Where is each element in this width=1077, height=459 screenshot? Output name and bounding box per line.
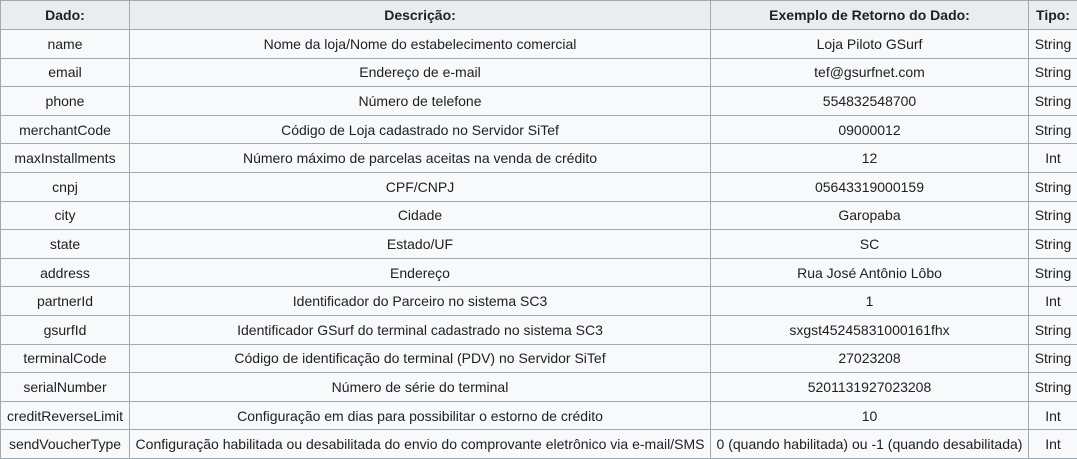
cell-descricao: Endereço	[130, 258, 711, 287]
cell-dado: merchantCode	[1, 115, 130, 144]
table-body	[1, 30, 1077, 459]
cell-dado: gsurfId	[1, 315, 130, 344]
table-row	[1, 30, 1077, 59]
cell-dado: terminalCode	[1, 344, 130, 373]
table-row	[1, 115, 1077, 144]
cell-tipo: String	[1029, 201, 1077, 230]
cell-descricao: Configuração habilitada ou desabilitada do envio do comprovante eletrônico via e-mail/SMS	[130, 430, 711, 459]
cell-tipo: String	[1029, 258, 1077, 287]
cell-dado: email	[1, 58, 130, 87]
cell-descricao: Configuração em dias para possibilitar o estorno de crédito	[130, 401, 711, 430]
cell-dado: phone	[1, 87, 130, 116]
table-row	[1, 58, 1077, 87]
cell-dado: city	[1, 201, 130, 230]
cell-tipo: String	[1029, 87, 1077, 116]
cell-tipo: String	[1029, 230, 1077, 259]
cell-descricao: Nome da loja/Nome do estabelecimento comercial	[130, 30, 711, 59]
table-row	[1, 87, 1077, 116]
header-tipo: Tipo:	[1029, 1, 1077, 30]
cell-tipo: String	[1029, 30, 1077, 59]
cell-tipo: Int	[1029, 287, 1077, 316]
table-row	[1, 315, 1077, 344]
cell-exemplo: 09000012	[711, 115, 1029, 144]
header-exemplo: Exemplo de Retorno do Dado:	[711, 1, 1029, 30]
cell-dado: maxInstallments	[1, 144, 130, 173]
cell-tipo: String	[1029, 373, 1077, 402]
cell-descricao: Estado/UF	[130, 230, 711, 259]
cell-exemplo: 554832548700	[711, 87, 1029, 116]
table-row	[1, 344, 1077, 373]
cell-dado: cnpj	[1, 172, 130, 201]
table-row	[1, 201, 1077, 230]
cell-exemplo: Garopaba	[711, 201, 1029, 230]
cell-descricao: Número máximo de parcelas aceitas na venda de crédito	[130, 144, 711, 173]
table-row	[1, 373, 1077, 402]
cell-dado: state	[1, 230, 130, 259]
cell-descricao: Número de série do terminal	[130, 373, 711, 402]
cell-dado: serialNumber	[1, 373, 130, 402]
cell-exemplo: 12	[711, 144, 1029, 173]
cell-exemplo: sxgst45245831000161fhx	[711, 315, 1029, 344]
cell-dado: name	[1, 30, 130, 59]
cell-tipo: String	[1029, 344, 1077, 373]
cell-descricao: Cidade	[130, 201, 711, 230]
cell-dado: creditReverseLimit	[1, 401, 130, 430]
cell-exemplo: 0 (quando habilitada) ou -1 (quando desabilitada)	[711, 430, 1029, 459]
cell-exemplo: Loja Piloto GSurf	[711, 30, 1029, 59]
cell-descricao: Número de telefone	[130, 87, 711, 116]
table-row	[1, 401, 1077, 430]
cell-descricao: Identificador do Parceiro no sistema SC3	[130, 287, 711, 316]
table-row	[1, 230, 1077, 259]
cell-tipo: String	[1029, 58, 1077, 87]
cell-descricao: Código de Loja cadastrado no Servidor SiTef	[130, 115, 711, 144]
table-row	[1, 172, 1077, 201]
header-descricao: Descrição:	[130, 1, 711, 30]
header-row	[1, 1, 1077, 30]
cell-tipo: String	[1029, 115, 1077, 144]
cell-descricao: CPF/CNPJ	[130, 172, 711, 201]
cell-exemplo: 05643319000159	[711, 172, 1029, 201]
cell-exemplo: tef@gsurfnet.com	[711, 58, 1029, 87]
cell-exemplo: 10	[711, 401, 1029, 430]
cell-tipo: String	[1029, 172, 1077, 201]
cell-descricao: Código de identificação do terminal (PDV) no Servidor SiTef	[130, 344, 711, 373]
header-dado: Dado:	[1, 1, 130, 30]
table-row	[1, 258, 1077, 287]
cell-tipo: Int	[1029, 401, 1077, 430]
table-row	[1, 287, 1077, 316]
cell-tipo: String	[1029, 315, 1077, 344]
table-row	[1, 430, 1077, 459]
cell-descricao: Endereço de e-mail	[130, 58, 711, 87]
cell-exemplo: 5201131927023208	[711, 373, 1029, 402]
cell-exemplo: SC	[711, 230, 1029, 259]
table-row	[1, 144, 1077, 173]
cell-exemplo: 27023208	[711, 344, 1029, 373]
cell-dado: sendVoucherType	[1, 430, 130, 459]
cell-tipo: Int	[1029, 430, 1077, 459]
cell-dado: address	[1, 258, 130, 287]
table-header	[1, 1, 1077, 30]
cell-dado: partnerId	[1, 287, 130, 316]
cell-descricao: Identificador GSurf do terminal cadastrado no sistema SC3	[130, 315, 711, 344]
cell-exemplo: 1	[711, 287, 1029, 316]
cell-exemplo: Rua José Antônio Lôbo	[711, 258, 1029, 287]
cell-tipo: Int	[1029, 144, 1077, 173]
